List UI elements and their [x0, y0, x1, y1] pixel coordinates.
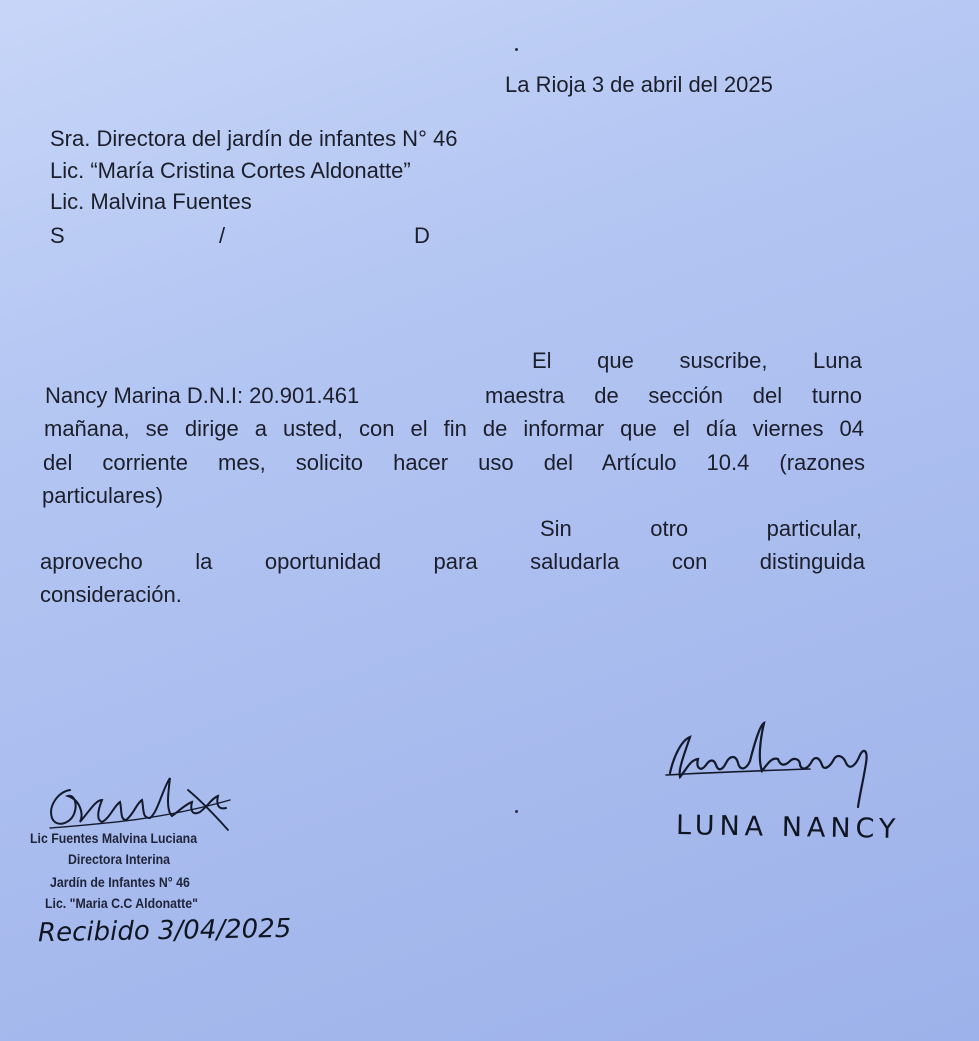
body-p2-line-1: Sin otro particular, [540, 516, 862, 541]
sender-signature [660, 715, 890, 825]
date-line: La Rioja 3 de abril del 2025 [505, 72, 773, 97]
d-letter: D [414, 223, 430, 248]
stamp-name: Lic Fuentes Malvina Luciana [30, 830, 198, 846]
sender-name-handwritten: LUNA NANCY [675, 810, 901, 845]
paper-speck [515, 48, 518, 51]
body-p2-line-2: aprovecho la oportunidad para saludarla con distinguida [40, 549, 865, 574]
stamp-title: Directora Interina [68, 851, 171, 867]
body-p1-line-5: particulares) [42, 483, 164, 508]
body-p1-line-2b: maestra de sección del turno [485, 383, 862, 408]
paper-speck [515, 810, 518, 813]
recipient-line-3: Lic. Malvina Fuentes [50, 189, 252, 214]
stamp-lic: Lic. "Maria C.C Aldonatte" [45, 895, 198, 911]
body-p1-line-1: El que suscribe, Luna [532, 348, 862, 373]
body-p1-line-2a: Nancy Marina D.N.I: 20.901.461 [45, 383, 360, 408]
body-p1-line-4: del corriente mes, solicito hacer uso del Artículo 10.4 (razones [43, 450, 865, 475]
s-letter: S [50, 223, 65, 248]
received-handwritten: Recibido 3/04/2025 [37, 913, 292, 949]
body-p2-line-3: consideración. [40, 582, 182, 607]
body-p1-line-3: mañana, se dirige a usted, con el fin de informar que el día viernes 04 [44, 416, 864, 441]
recipient-line-1: Sra. Directora del jardín de infantes N° 46 [50, 126, 458, 151]
stamp-school: Jardín de Infantes N° 46 [50, 874, 190, 890]
recipient-line-2: Lic. “María Cristina Cortes Aldonatte” [50, 158, 411, 183]
slash: / [219, 223, 226, 248]
